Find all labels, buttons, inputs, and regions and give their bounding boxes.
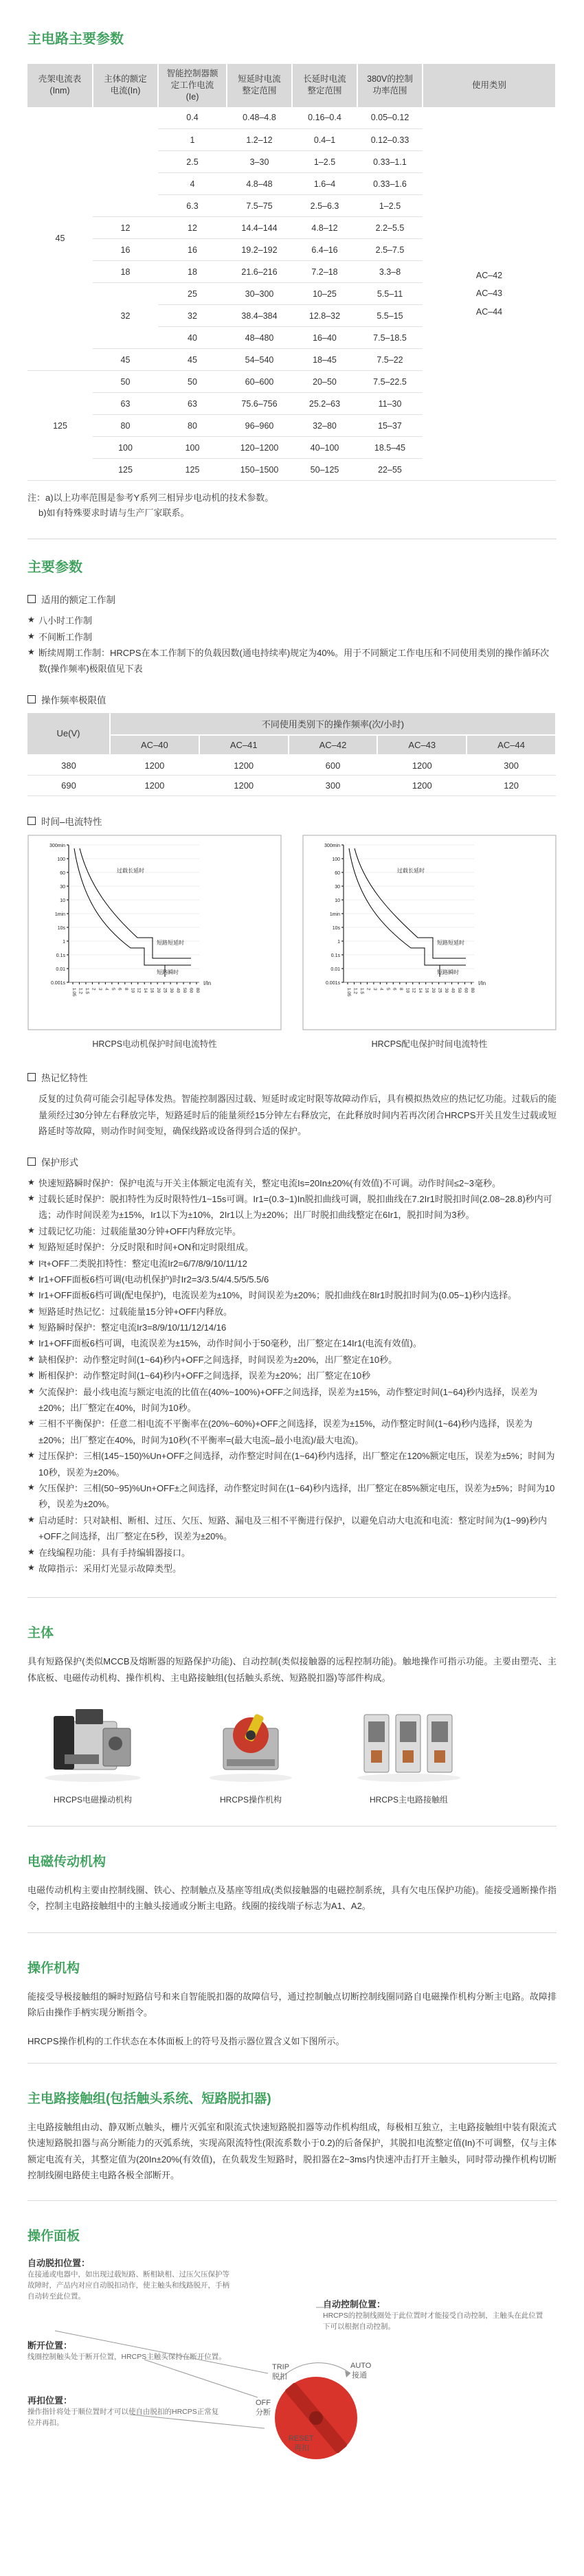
auto-control-desc: HRCPS的控制线圈处于此位置时才能接受自动控制，主触头在此位置下可以根据自动控制。 (323, 2312, 543, 2331)
y-tick-label: 0.1s (330, 953, 340, 959)
list-item: ★ 欠流保护：最小线电流与额定电流的比值在(40%~100%)+OFF之间选择，误差为±15%，动作整定时间(1~64)秒内选择，误差为±20%；出厂整定在40%，时间为10秒。 (27, 1384, 557, 1416)
x-tick-label: 16 (149, 988, 155, 993)
x-tick-label: 12 (136, 988, 142, 993)
cell: 16 (158, 239, 227, 261)
x-tick-label: 12 (411, 988, 416, 993)
th-ac40: AC–40 (110, 735, 199, 755)
table-row (27, 776, 556, 796)
y-tick-label: 300min (324, 844, 340, 849)
cell: 22–55 (357, 459, 423, 481)
rated-current-cell: 100 (93, 437, 158, 459)
rated-current-cell: 125 (93, 459, 158, 481)
y-tick-label: 300min (49, 844, 65, 849)
curve-title: 时间–电流特性 (41, 817, 102, 828)
cell: 0.48–4.8 (227, 107, 292, 129)
x-tick-label: 8 (123, 988, 128, 991)
dial-off-en: OFF (256, 2398, 271, 2407)
cell: 18–45 (292, 349, 357, 371)
thermal-heading (27, 1070, 557, 1084)
list-item: ★ 短路短延时保护：分反时限和时间+ON和定时限组成。 (27, 1239, 557, 1255)
cell: 7.5–22.5 (357, 371, 423, 393)
thermal-title: 热记忆特性 (41, 1073, 88, 1084)
x-tick-label: 1.05 (71, 988, 76, 997)
section-title-body: 主体 (27, 1626, 54, 1641)
list-item: ★ 快速短路瞬时保护：保护电流与开关主体额定电流有关，整定电流Is=20In±20%(有效值)不可调。动作时间≤2~3毫秒。 (27, 1175, 557, 1191)
x-tick-label: 1.2 (352, 988, 358, 995)
list-item: ★ I²t+OFF二类脱扣特性：整定电流Ir2=6/7/8/9/10/11/12 (27, 1256, 557, 1272)
operating-text-1: 能接受导极接触组的瞬时短路信号和来自智能脱扣器的故障信号，通过控制触点切断控制线圈同路自电磁操作机构分断主电路。故障排除后由操作手柄实现分断指令。 (27, 1991, 557, 2018)
freq-title: 操作频率极限值 (41, 694, 106, 705)
list-item: ★ 三相不平衡保护：任意二相电流不平衡率在(20%~60%)+OFF之间选择，误差为±15%，动作整定时间(1~64)秒内选择，误差为±20%；出厂整定在40%，时间为10秒(不平衡率=(最大电流–最小电流)/最大电流)。 (27, 1416, 557, 1448)
cell: 300 (467, 755, 556, 776)
dial-reset-cn: 再扣 (294, 2443, 309, 2452)
x-tick-label: 40 (450, 988, 456, 993)
th-ue: Ue(V) (27, 713, 110, 755)
list-item: ★ 在线编程功能：具有手持编辑器接口。 (27, 1545, 557, 1561)
cell: 300 (289, 776, 378, 796)
x-tick-label: 16 (424, 988, 429, 993)
x-tick-label: 3 (372, 988, 377, 991)
divider (27, 1597, 557, 1598)
motor-curve-caption: HRCPS电动机保护时间电流特性 (92, 1039, 217, 1050)
rated-current-cell: 32 (93, 283, 158, 349)
cell: 1200 (199, 755, 289, 776)
x-axis-unit: I/In (203, 980, 212, 987)
dial-auto-en: AUTO (350, 2361, 372, 2370)
curve-region-label: 过载长延时 (397, 868, 425, 874)
x-tick-label: 25 (437, 988, 442, 993)
th-ac41: AC–41 (199, 735, 289, 755)
cell: 3–30 (227, 151, 292, 173)
cell: 0.4 (158, 107, 227, 129)
cell: 2.5 (158, 151, 227, 173)
x-tick-label: 6 (117, 988, 122, 991)
photo-contact-group (350, 1701, 467, 1805)
divider (27, 2063, 557, 2064)
list-item: ★ Ir1+OFF面板6档可调(电动机保护)时Ir2=3/3.5/4/4.5/5/5.5/6 (27, 1272, 557, 1287)
curve-region-label: 过载长延时 (117, 868, 144, 874)
cell: 19.2–192 (227, 239, 292, 261)
cell: 25 (158, 283, 227, 305)
cell: 1–2.5 (357, 195, 423, 217)
y-tick-label: 60 (335, 871, 340, 877)
y-tick-label: 60 (60, 871, 65, 877)
x-tick-label: 10 (130, 988, 135, 993)
cell: 16–40 (292, 327, 357, 349)
list-item: ★ 不间断工作制 (27, 629, 557, 645)
photo-operating (192, 1701, 309, 1805)
x-tick-label: 20 (156, 988, 161, 993)
cell: 96–960 (227, 415, 292, 437)
protection-list (27, 1175, 557, 1577)
cell: 600 (289, 755, 378, 776)
cell: 1200 (199, 776, 289, 796)
x-tick-label: 4 (379, 988, 384, 991)
frame-current-cell: 125 (27, 371, 93, 481)
frequency-table (27, 713, 557, 797)
rated-current-cell: 16 (93, 239, 158, 261)
usage-category: AC–42 (475, 271, 503, 280)
rated-current-cell: 45 (93, 349, 158, 371)
y-tick-label: 10s (332, 926, 340, 931)
x-tick-label: 5 (385, 988, 390, 991)
freq-heading (27, 692, 557, 706)
x-tick-label: 3 (97, 988, 102, 991)
protect-title: 保护形式 (41, 1157, 78, 1168)
y-tick-label: 10 (60, 899, 65, 904)
protect-heading (27, 1155, 557, 1168)
cell: 80 (158, 415, 227, 437)
x-tick-label: 40 (175, 988, 181, 993)
y-tick-label: 0.001s (50, 981, 65, 986)
x-tick-label: 6 (392, 988, 397, 991)
th-long-delay: 长延时电流 整定范围 (292, 64, 357, 107)
y-tick-label: 0.001s (325, 981, 340, 986)
cell: 30–300 (227, 283, 292, 305)
cell: 14.4–144 (227, 217, 292, 239)
em-mechanism-text: 电磁传动机构主要由控制线圈、铁心、控制触点及基座等组成(类似接触器的电磁控制系统，具有欠电压保护功能)。能接受通断操作指令，控制主电路接触组中的主触头接通或分断主电路。线圈的接线端子标志为A1、A2。 (27, 1885, 557, 1912)
section-title-main-circuit: 主电路主要参数 (27, 32, 124, 47)
cell: 18 (158, 261, 227, 283)
x-tick-label: 60 (463, 988, 469, 993)
cell: 5.5–15 (357, 305, 423, 327)
section-title-panel: 操作面板 (27, 2228, 80, 2244)
cell: 1200 (110, 776, 199, 796)
curve-region-label: 短路短延时 (157, 940, 184, 947)
cell: 15–37 (357, 415, 423, 437)
cell: 1.2–12 (227, 129, 292, 151)
cell: 18.5–45 (357, 437, 423, 459)
table-note-a: 注：a)以上功率范围是参考Y系列三相异步电动机的技术参数。 (27, 493, 274, 504)
auto-control-title: 自动控制位置： (323, 2298, 386, 2309)
electromagnetic-mechanism-image (34, 1701, 151, 1783)
cell: 6.3 (158, 195, 227, 217)
th-ac42: AC–42 (289, 735, 378, 755)
rated-current-cell: 50 (93, 371, 158, 393)
off-position-title: 断开位置： (27, 2340, 73, 2351)
section-title-contact-group: 主电路接触组(包括触头系统、短路脱扣器) (27, 2092, 271, 2107)
y-tick-label: 0.01 (330, 967, 340, 973)
distribution-curve-figure (302, 835, 557, 1050)
distribution-curve-caption: HRCPS配电保护时间电流特性 (371, 1039, 488, 1050)
y-tick-label: 1min (329, 912, 340, 918)
cell: 3.3–8 (357, 261, 423, 283)
photo-caption: HRCPS操作机构 (219, 1795, 282, 1805)
off-position-desc: 线圈控制触头处于断开位置，HRCPS主触头保持在断开位置。 (27, 2353, 226, 2362)
x-tick-label: 50 (457, 988, 462, 993)
x-axis-unit: I/In (478, 980, 486, 987)
section-title-main-params: 主要参数 (27, 560, 82, 576)
cell: 45 (158, 349, 227, 371)
checkbox-icon (27, 1157, 36, 1166)
usage-cell (423, 107, 556, 481)
cell: 1200 (377, 776, 467, 796)
cell: 40–100 (292, 437, 357, 459)
duty-list (27, 613, 557, 677)
cell: 7.5–75 (227, 195, 292, 217)
cell: 2.5–6.3 (292, 195, 357, 217)
cell: 1–2.5 (292, 151, 357, 173)
x-tick-label: 60 (188, 988, 194, 993)
duty-title: 适用的额定工作制 (41, 595, 115, 606)
x-tick-label: 1.5 (84, 988, 89, 995)
cell: 10–25 (292, 283, 357, 305)
cell: 2.5–7.5 (357, 239, 423, 261)
auto-trip-desc: 在接通或电器中，如出现过载短路、断相缺相、过压欠压保护等故障时，产品内对应自动脱扣动作，使主触头和线路脱开，手柄自动转至此位置。 (27, 2270, 229, 2301)
x-tick-label: 10 (405, 988, 410, 993)
y-tick-label: 1 (337, 940, 340, 945)
divider (27, 1826, 557, 1827)
cell: 0.12–0.33 (357, 129, 423, 151)
cell: 75.6–756 (227, 393, 292, 415)
curve-figures (27, 835, 557, 1050)
operating-text-2: HRCPS操作机构的工作状态在本体面板上的符号及指示器位置含义如下图所示。 (27, 2035, 345, 2046)
x-tick-label: 30 (169, 988, 175, 993)
auto-trip-title: 自动脱扣位置： (27, 2257, 91, 2268)
cell: 120 (467, 776, 556, 796)
cell: 32 (158, 305, 227, 327)
rated-current-cell (93, 107, 158, 217)
y-tick-label: 1 (63, 940, 65, 945)
body-text: 具有短路保护(类似MCCB及熔断器的短路保护功能)、自动控制(类似接触器的远程控制功能)。触地操作可指示功能。主要由塑壳、主体底板、电磁传动机构、操作机构、主电路接触组(包括触头系统、短路脱扣器)等部件构成。 (27, 1656, 557, 1683)
dial-trip-en: TRIP (272, 2362, 290, 2371)
th-usage: 使用类别 (423, 64, 556, 107)
list-item: ★ 故障指示：采用灯光显示故障类型。 (27, 1561, 557, 1577)
rated-current-cell: 18 (93, 261, 158, 283)
y-tick-label: 10s (57, 926, 65, 931)
operating-mechanism-image (192, 1701, 309, 1783)
y-tick-label: 100 (332, 857, 340, 863)
selector-dial (27, 2257, 557, 2463)
cell: 48–480 (227, 327, 292, 349)
rated-current-cell: 80 (93, 415, 158, 437)
thermal-text: 反复的过负荷可能会引起导体发热。智能控制器因过载、短延时或定时限等故障动作后，具有模拟热效应的热记忆功能。过载后的能量须经过30分钟左右释放完毕，短路延时后的能量须经15分钟左右释放完，在此释放时间内若再次闭合HRCPS开关且发生过载或短路延时等故障，则动作时间变短，确保线路或设备得到合适的保护。 (38, 1094, 557, 1137)
curve-region-label: 短路瞬时 (157, 969, 179, 976)
cell: 11–30 (357, 393, 423, 415)
curve-region-label: 短路瞬时 (437, 969, 459, 976)
checkbox-icon (27, 1073, 36, 1081)
x-tick-label: 1.5 (359, 988, 364, 995)
rated-current-cell: 63 (93, 393, 158, 415)
cell: 4.8–12 (292, 217, 357, 239)
x-tick-label: 2 (91, 988, 96, 991)
cell: 4 (158, 173, 227, 195)
y-tick-label: 30 (60, 885, 65, 890)
list-item: ★ 欠压保护：三相(50~95)%Un+OFF±之间选择，动作整定时间在(1~64)秒内选择，出厂整定在85%额定电压，误差为±5%；时间为10秒，误差为±20%。 (27, 1480, 557, 1513)
checkbox-icon (27, 817, 36, 825)
duty-heading (27, 592, 557, 606)
cell: 63 (158, 393, 227, 415)
curve-region-label: 短路短延时 (437, 940, 464, 947)
section-title-operating: 操作机构 (27, 1961, 80, 1976)
x-tick-label: 4 (104, 988, 109, 991)
table-note-b: b)如有特殊要求时请与生产厂家联系。 (38, 508, 190, 519)
th-power-range: 380V的控制 功率范围 (357, 64, 423, 107)
th-ac43: AC–43 (377, 735, 467, 755)
dial-reset-en: RESET (289, 2434, 314, 2443)
x-tick-label: 80 (470, 988, 475, 993)
cell: 60–600 (227, 371, 292, 393)
frame-current-cell: 45 (27, 107, 93, 371)
usage-category: AC–44 (475, 306, 503, 317)
x-tick-label: 30 (444, 988, 449, 993)
cell: 40 (158, 327, 227, 349)
list-item: ★ 短路延时热记忆：过载能量15分钟+OFF内释放。 (27, 1304, 557, 1320)
cell: 12 (158, 217, 227, 239)
divider (27, 2200, 557, 2201)
motor-curve-figure (27, 835, 282, 1050)
y-tick-label: 0.1s (56, 953, 65, 959)
x-tick-label: 14 (143, 988, 148, 993)
dial-trip-cn: 脱扣 (272, 2372, 287, 2381)
cell: 690 (27, 776, 110, 796)
cell: 1.6–4 (292, 173, 357, 195)
x-tick-label: 20 (431, 988, 436, 993)
th-frame-current: 壳架电流表 (Inm) (27, 64, 93, 107)
cell: 120–1200 (227, 437, 292, 459)
main-circuit-table (27, 64, 557, 481)
checkbox-icon (27, 595, 36, 603)
cell: 21.6–216 (227, 261, 292, 283)
photo-caption: HRCPS主电路接触组 (369, 1795, 448, 1805)
cell: 125 (158, 459, 227, 481)
cell: 6.4–16 (292, 239, 357, 261)
reset-position-desc: 操作指针将处于顺位置时才可以使自由脱扣的HRCPS正常复位并再扣。 (27, 2408, 219, 2427)
main-contact-group-image (350, 1701, 467, 1783)
usage-category: AC–43 (475, 289, 503, 299)
cell: 0.05–0.12 (357, 107, 423, 129)
cell: 38.4–384 (227, 305, 292, 327)
photo-caption: HRCPS电磁操动机构 (53, 1795, 132, 1805)
x-tick-label: 1.2 (78, 988, 83, 995)
list-item: ★ 过载长延时保护：脱扣特性为反时限特性/1~15s可调。Ir1=(0.3~1)In脱扣曲线可调，脱扣曲线在7.2Ir1时脱扣时间(2.08~28.8)秒内可选；动作时间误差为±15%，Ir1以下为±10%，2Ir1以上为±20%；出厂时脱扣曲线整定在6Ir1，脱扣时间为3秒。 (27, 1191, 557, 1223)
th-ac44: AC–44 (467, 735, 556, 755)
list-item: ★ 过载记忆功能：过载能量30分钟+OFF内释放完毕。 (27, 1223, 557, 1239)
list-item: ★ 缺相保护：动作整定时间(1~64)秒内+OFF之间选择，时间误差为±20%，出厂整定在10秒。 (27, 1352, 557, 1368)
cell: 54–540 (227, 349, 292, 371)
th-rated-current: 主体的额定 电流(In) (93, 64, 158, 107)
list-item: ★ Ir1+OFF面板6档可调，电流误差为±15%，动作时间小于50毫秒，出厂整定在14Ir1(电流有效值)。 (27, 1335, 557, 1351)
cell: 1200 (377, 755, 467, 776)
y-tick-label: 100 (57, 857, 65, 863)
cell: 5.5–11 (357, 283, 423, 305)
cell: 7.5–18.5 (357, 327, 423, 349)
x-tick-label: 2 (366, 988, 371, 991)
cell: 32–80 (292, 415, 357, 437)
cell: 150–1500 (227, 459, 292, 481)
list-item: ★ 断续周期工作制：HRCPS在本工作制下的负载因数(通电持续率)规定为40%。用于不同额定工作电压和不同使用类别的操作循环次数(操作频率)极限值见下表 (27, 645, 557, 677)
th-short-delay: 短延时电流 整定范围 (227, 64, 292, 107)
operating-panel-diagram (27, 2257, 557, 2463)
contact-group-text: 主电路接触组由动、静双断点触头，栅片灭弧室和限流式快速短路脱扣器等动作机构组成，每极相互独立，主电路接触组中装有限流式快速短路脱扣器与高分断能力的灭弧系统，实现高限流特性(限流系数小于0.2)的后备保护，其脱扣电流整定值(In)不可调整，仅与主体额定电流有关，其整定值为(20In±20%(有效值)，在负载发生短路时，脱扣器在2~3ms内快速冲击打开主触头，同时带动操作机构切断控制线圈电路使主电路各极全部断开。 (27, 2122, 557, 2181)
rated-current-cell: 12 (93, 217, 158, 239)
cell: 1 (158, 129, 227, 151)
dial-auto-cn: 接通 (352, 2371, 367, 2380)
curve-heading (27, 814, 557, 828)
photo-electromagnetic (34, 1701, 151, 1805)
list-item: ★ 短路瞬时保护：整定电流Ir3=8/9/10/11/12/14/16 (27, 1320, 557, 1335)
cell: 1200 (110, 755, 199, 776)
y-tick-label: 30 (335, 885, 340, 890)
x-tick-label: 1.05 (346, 988, 351, 997)
cell: 25.2–63 (292, 393, 357, 415)
th-freq-group: 不同使用类别下的操作频率(次/小时) (110, 713, 556, 735)
x-tick-label: 8 (398, 988, 403, 991)
motor-curve-diagram (27, 835, 282, 1030)
x-tick-label: 50 (182, 988, 188, 993)
y-tick-label: 10 (335, 899, 340, 904)
section-title-em-mechanism: 电磁传动机构 (27, 1855, 106, 1870)
list-item: ★ 启动延时：只对缺相、断相、过压、欠压、短路、漏电及三相不平衡进行保护，以避免启动大电流和电流：整定时间为(1~99)秒内+OFF之间选择，出厂整定在5秒，误差为±20%。 (27, 1513, 557, 1545)
y-tick-label: 0.01 (56, 967, 65, 973)
x-tick-label: 25 (162, 988, 168, 993)
cell: 50 (158, 371, 227, 393)
cell: 50–125 (292, 459, 357, 481)
x-tick-label: 5 (110, 988, 115, 991)
cell: 100 (158, 437, 227, 459)
table-row (27, 107, 556, 129)
cell: 2.2–5.5 (357, 217, 423, 239)
cell: 0.33–1.6 (357, 173, 423, 195)
checkbox-icon (27, 695, 36, 703)
cell: 7.2–18 (292, 261, 357, 283)
cell: 0.16–0.4 (292, 107, 357, 129)
cell: 0.4–1 (292, 129, 357, 151)
dial-off-cn: 分断 (256, 2408, 271, 2417)
list-item: ★ 断相保护：动作整定时间(1~64)秒内+OFF之间选择，误差为±20%；出厂整定在10秒 (27, 1368, 557, 1383)
list-item: ★ 八小时工作制 (27, 613, 557, 629)
cell: 4.8–48 (227, 173, 292, 195)
cell: 380 (27, 755, 110, 776)
divider (27, 1932, 557, 1933)
table-row (27, 755, 556, 776)
y-tick-label: 1min (54, 912, 65, 918)
component-photos (34, 1701, 557, 1805)
th-controller-current: 智能控制器额 定工作电流 (Ie) (158, 64, 227, 107)
x-tick-label: 80 (195, 988, 200, 993)
x-tick-label: 14 (418, 988, 423, 993)
cell: 20–50 (292, 371, 357, 393)
cell: 0.33–1.1 (357, 151, 423, 173)
cell: 7.5–22 (357, 349, 423, 371)
list-item: ★ Ir1+OFF面板6档可调(配电保护)，电流误差为±10%，时间误差为±20%；脱扣曲线在8Ir1时脱扣时间为(0.05~1)秒内选择。 (27, 1287, 557, 1303)
reset-position-title: 再扣位置： (27, 2395, 73, 2406)
list-item: ★ 过压保护：三相(145~150)%Un+OFF之间选择，动作整定时间在(1~64)秒内选择，出厂整定在120%额定电压，误差为±5%；时间为10秒，误差为±20%。 (27, 1448, 557, 1480)
distribution-curve-diagram (302, 835, 557, 1030)
cell: 12.8–32 (292, 305, 357, 327)
